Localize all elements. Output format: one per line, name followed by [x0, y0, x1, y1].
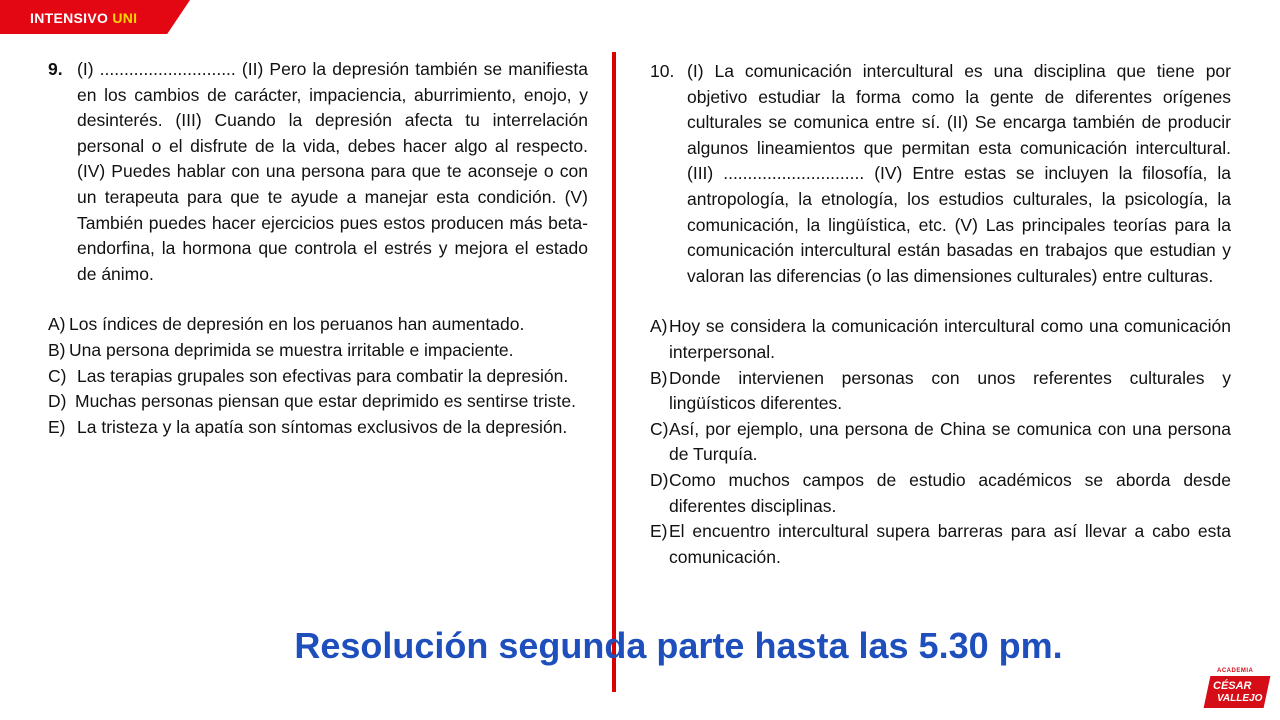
question-number: 10.: [650, 61, 675, 81]
answer-options: [650, 314, 1231, 570]
option-text: Los índices de depresión en los peruanos han aumentado.: [69, 314, 525, 335]
option-letter: C): [650, 418, 669, 439]
question-9: [48, 57, 588, 440]
answer-options: [48, 312, 588, 440]
program-accent: UNI: [112, 10, 138, 26]
option-a[interactable]: [48, 312, 588, 338]
logo-line-2: VALLEJO: [1217, 693, 1263, 704]
option-c[interactable]: [48, 364, 588, 390]
option-text: Muchas personas piensan que estar deprimido es sentirse triste.: [75, 391, 576, 412]
option-text: El encuentro intercultural supera barreras para así llevar a cabo esta comunicación.: [669, 521, 1231, 567]
option-letter: E): [48, 416, 66, 437]
logo-line-1: CÉSAR: [1213, 680, 1252, 692]
option-letter: E): [650, 521, 668, 542]
question-10: [650, 59, 1231, 570]
option-c[interactable]: [650, 417, 1231, 468]
option-letter: B): [48, 339, 66, 360]
program-label: INTENSIVO: [30, 10, 109, 26]
option-text: Las terapias grupales son efectivas para combatir la depresión.: [77, 365, 569, 386]
option-a[interactable]: [650, 314, 1231, 365]
option-text: Donde intervienen personas con unos referentes culturales y lingüísticos diferentes.: [669, 367, 1231, 414]
option-letter: D): [48, 391, 67, 412]
option-text: La tristeza y la apatía son síntomas exclusivos de la depresión.: [77, 416, 568, 437]
option-letter: B): [650, 367, 668, 388]
column-divider: [612, 52, 616, 692]
option-b[interactable]: [48, 338, 588, 364]
option-e[interactable]: [650, 519, 1231, 570]
option-letter: C): [48, 365, 67, 386]
option-text: Una persona deprimida se muestra irritable e impaciente.: [69, 339, 514, 360]
option-text: Así, por ejemplo, una persona de China se comunica con una persona de Turquía.: [669, 418, 1231, 465]
option-d[interactable]: [48, 389, 588, 415]
program-title: [30, 10, 137, 26]
option-text: Como muchos campos de estudio académicos se aborda desde diferentes disciplinas.: [669, 469, 1231, 516]
question-9-stem: [48, 57, 588, 287]
question-number: 9.: [48, 59, 63, 79]
option-letter: A): [48, 314, 66, 335]
option-text: Hoy se considera la comunicación intercultural como una comunicación interpersonal.: [669, 316, 1231, 362]
option-b[interactable]: [650, 366, 1231, 417]
question-10-stem: [650, 59, 1231, 289]
option-d[interactable]: [650, 468, 1231, 519]
option-letter: A): [650, 316, 668, 337]
resolution-notice: Resolución segunda parte hasta las 5.30 pm.: [294, 625, 1063, 666]
option-e[interactable]: [48, 415, 588, 441]
academy-logo: [1207, 668, 1273, 710]
option-letter: D): [650, 469, 669, 490]
logo-academia: ACADEMIA: [1217, 668, 1254, 674]
question-text: (I) ............................ (II) Pero la depresión también se manifiesta en los cambios de carácter, impaciencia, aburrimiento, enojo, y desinterés. (III) Cuando la depresión afecta tu interrelación personal o el disfrute de la vida, debes hacer algo al respecto. (IV) Puedes hablar con una persona para que te aconseje o con un terapeuta para que te ayude a manejar esta condición. (V) También puedes hacer ejercicios pues estos producen más beta-endorfina, la hormona que controla el estrés y mejora el estado de ánimo.: [77, 59, 588, 284]
question-text: (I) La comunicación intercultural es una disciplina que tiene por objetivo estudiar la forma como la gente de diferentes orígenes culturales se comunica entre sí. (II) Se encarga también de producir algunos lineamientos que permitan esta comunicación intercultural. (III) ............................. (IV) Entre estas se incluyen la filosofía, la antropología, la etnología, los estudios culturales, la psicología, la comunicación, la lingüística, etc. (V) Las principales teorías para la comunicación intercultural están basadas en trabajos que estudian y valoran las diferencias (o las dimensiones culturales) entre culturas.: [687, 61, 1231, 286]
